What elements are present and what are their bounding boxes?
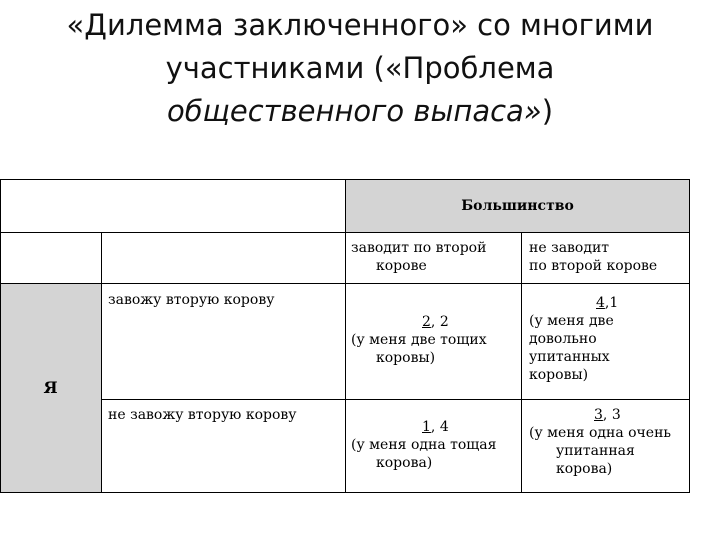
table-border-right (689, 179, 690, 492)
payoff-r2c2-note1: (у меня одна очень (529, 425, 672, 441)
title-tail: ) (541, 94, 554, 128)
payoff-cell-r2c1 (345, 418, 521, 472)
row-label-not-keep: не завожу вторую корову (108, 407, 297, 423)
col-header-not-keeps-line1: не заводит (529, 240, 610, 256)
col-header-keeps-line1: заводит по второй (351, 240, 487, 256)
payoff-r1c2-mine: 4 (596, 295, 605, 311)
payoff-r1c2-values: 4,1 (596, 295, 619, 311)
payoff-r2c1-mine: 1 (422, 419, 431, 435)
table-rule-row-group (101, 232, 102, 492)
payoff-r1c2-note2: довольно (529, 331, 597, 347)
payoff-r2c2-others: 3 (611, 407, 621, 423)
row-label-keep: завожу вторую корову (108, 292, 275, 308)
payoff-r1c1-mine: 2 (422, 314, 431, 330)
payoff-cell-r1c1 (345, 313, 521, 367)
payoff-r2c2-mine: 3 (594, 407, 603, 423)
payoff-r2c1-note1: (у меня одна тощая (351, 437, 497, 453)
payoff-r1c2-note3: упитанных (529, 349, 610, 365)
title-line-2: участниками («Проблема (165, 51, 555, 85)
payoff-r1c1-others: 2 (439, 314, 449, 330)
row-group-me: Я (43, 378, 58, 397)
payoff-r2c2-note2: упитанная (556, 443, 635, 459)
col-header-keeps-line2: корове (376, 258, 427, 274)
payoff-cell-r1c2 (521, 294, 689, 384)
payoff-r2c1-note2: корова) (376, 455, 433, 471)
payoff-r2c1-values: 1, 4 (422, 419, 449, 435)
header-majority: Большинство (461, 198, 574, 214)
col-header-not-keeps-line2: по второй корове (529, 258, 658, 274)
table-rule-rows (101, 399, 690, 400)
payoff-r2c1-others: 4 (439, 419, 449, 435)
payoff-r1c2-note4: коровы) (529, 367, 589, 383)
table-border-bottom (0, 492, 690, 493)
col-header-keeps (345, 239, 521, 275)
payoff-r2c2-values: 3, 3 (594, 407, 621, 423)
payoff-cell-r2c2 (521, 406, 689, 478)
payoff-r1c1-values: 2, 2 (422, 314, 449, 330)
payoff-r1c1-note1: (у меня две тощих (351, 332, 487, 348)
payoff-r1c2-others: 1 (609, 295, 619, 311)
payoff-r2c2-note3: корова) (556, 461, 613, 477)
payoff-r1c2-note1: (у меня две (529, 313, 614, 329)
title-italic-part: общественного выпаса» (166, 94, 542, 128)
title-line-1: «Дилемма заключенного» со многими (66, 8, 654, 42)
col-header-not-keeps (521, 239, 689, 275)
payoff-r1c1-note2: коровы) (376, 350, 436, 366)
table-border-left (0, 179, 1, 492)
